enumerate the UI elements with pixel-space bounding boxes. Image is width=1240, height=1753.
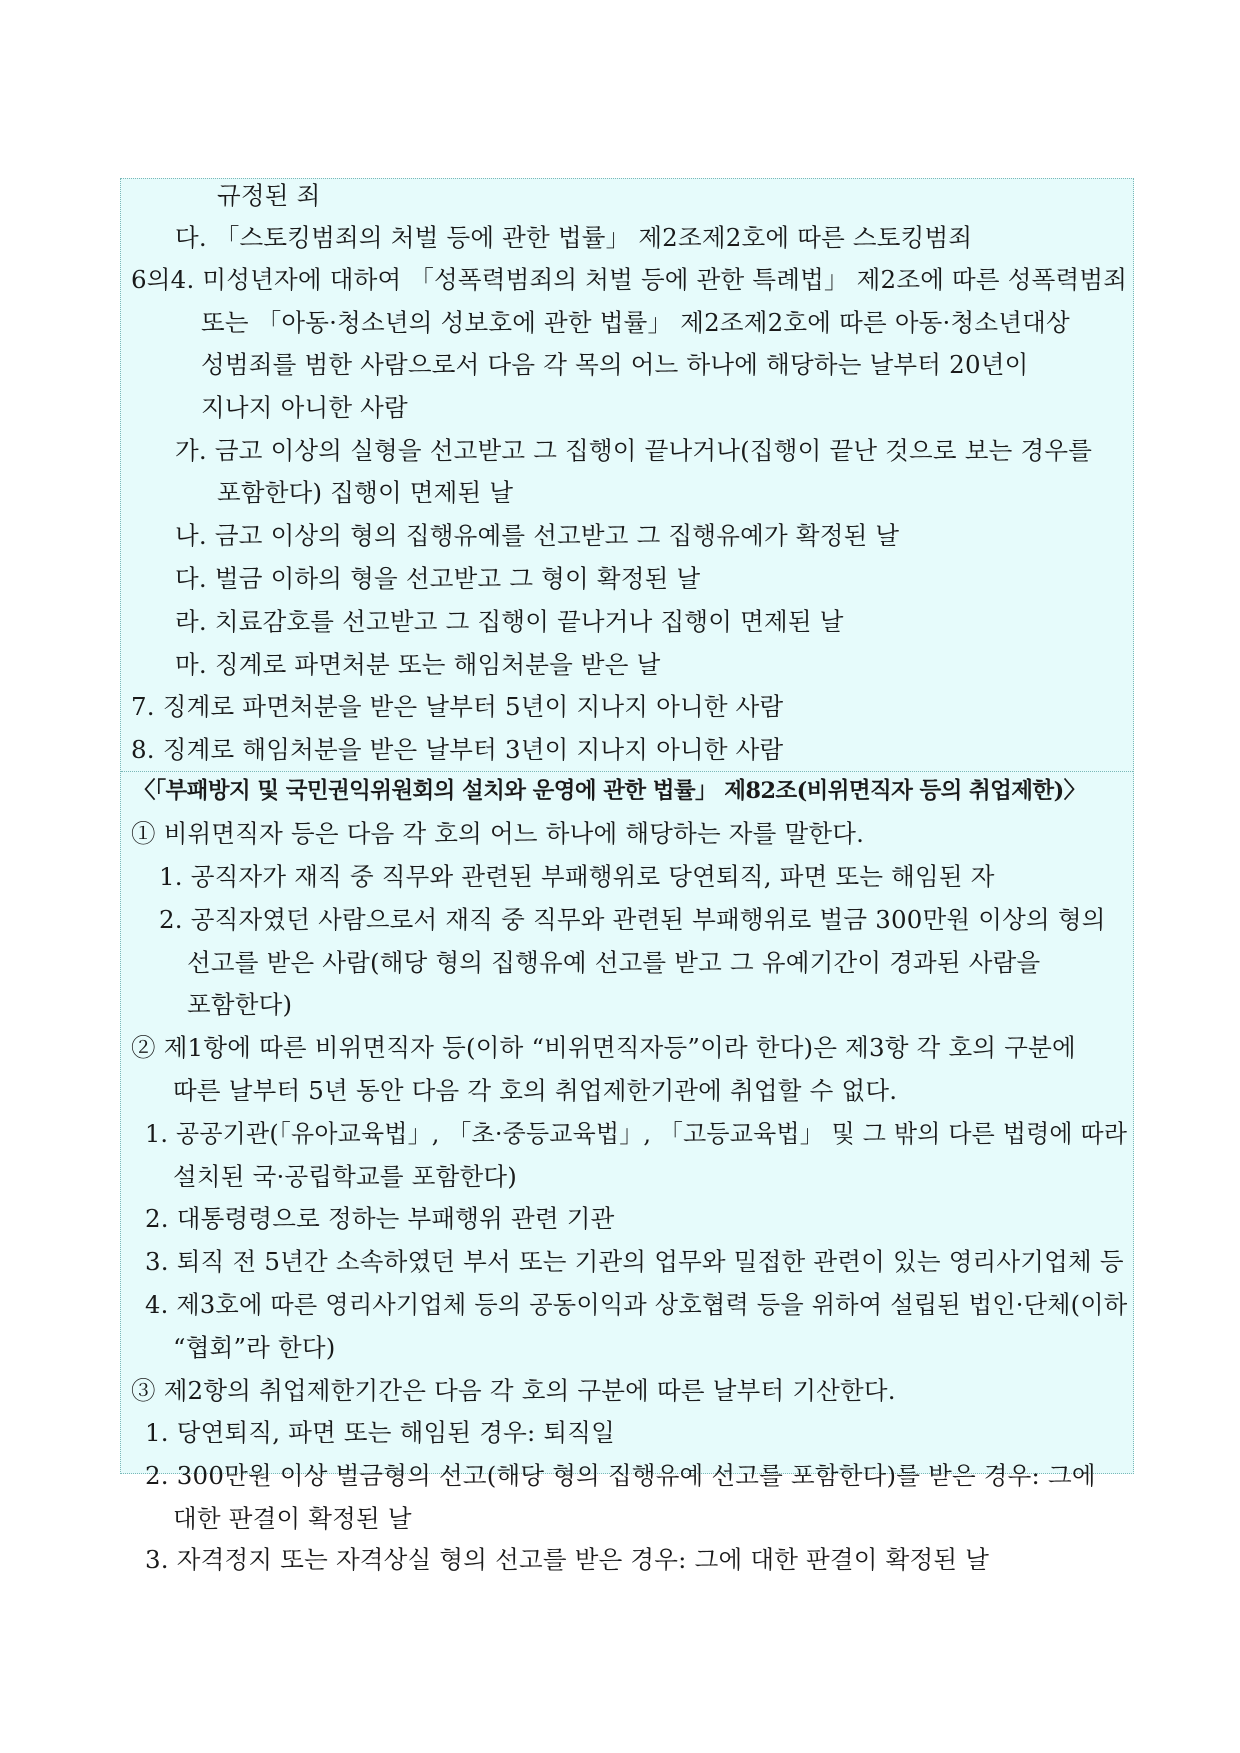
text-line: 나. 금고 이상의 형의 집행유예를 선고받고 그 집행유예가 확정된 날: [175, 521, 900, 550]
text-line: 2. 300만원 이상 벌금형의 선고(해당 형의 집행유예 선고를 포함한다)를 받은 경우: 그에: [145, 1461, 1096, 1490]
text-line: 3. 퇴직 전 5년간 소속하였던 부서 또는 기관의 업무와 밀접한 관련이 있는 영리사기업체 등: [145, 1247, 1124, 1276]
text-line: 4. 제3호에 따른 영리사기업체 등의 공동이익과 상호협력 등을 위하여 설립된 법인·단체(이하: [145, 1290, 1128, 1319]
text-line: 포함한다) 집행이 면제된 날: [217, 478, 514, 507]
text-line: 또는 「아동·청소년의 성보호에 관한 법률」 제2조제2호에 따른 아동·청소년대상: [201, 308, 1070, 337]
text-line: 따른 날부터 5년 동안 다음 각 호의 취업제한기관에 취업할 수 없다.: [173, 1076, 898, 1105]
section-divider: [121, 771, 1133, 772]
text-line: 포함한다): [187, 990, 293, 1019]
text-line: 라. 치료감호를 선고받고 그 집행이 끝나거나 집행이 면제된 날: [175, 607, 844, 636]
text-line: 다. 「스토킹범죄의 처벌 등에 관한 법률」 제2조제2호에 따른 스토킹범죄: [175, 223, 973, 252]
text-line: 대한 판결이 확정된 날: [173, 1504, 412, 1533]
text-line: ③ 제2항의 취업제한기간은 다음 각 호의 구분에 따른 날부터 기산한다.: [131, 1376, 896, 1405]
text-line: 6의4. 미성년자에 대하여 「성폭력범죄의 처벌 등에 관한 특례법」 제2조에 따른 성폭력범죄: [131, 265, 1128, 294]
text-line: 선고를 받은 사람(해당 형의 집행유예 선고를 받고 그 유예기간이 경과된 사람을: [187, 948, 1041, 977]
text-line: 7. 징계로 파면처분을 받은 날부터 5년이 지나지 아니한 사람: [131, 692, 784, 721]
text-line: 8. 징계로 해임처분을 받은 날부터 3년이 지나지 아니한 사람: [131, 735, 784, 764]
document-text-box: [120, 178, 1134, 1574]
text-line: “협회”라 한다): [173, 1333, 336, 1362]
text-line: ① 비위면직자 등은 다음 각 호의 어느 하나에 해당하는 자를 말한다.: [131, 819, 865, 848]
text-line: 1. 공공기관(「유아교육법」, 「초·중등교육법」, 「고등교육법」 및 그 밖의 다른 법령에 따라: [145, 1119, 1128, 1148]
text-line: 규정된 죄: [217, 181, 321, 210]
text-line: ② 제1항에 따른 비위면직자 등(이하 “비위면직자등”이라 한다)은 제3항 각 호의 구분에: [131, 1033, 1076, 1062]
text-line: 성범죄를 범한 사람으로서 다음 각 목의 어느 하나에 해당하는 날부터 20년이: [201, 350, 1029, 379]
text-line: 가. 금고 이상의 실형을 선고받고 그 집행이 끝나거나(집행이 끝난 것으로 보는 경우를: [175, 436, 1093, 465]
text-line: 1. 공직자가 재직 중 직무와 관련된 부패행위로 당연퇴직, 파면 또는 해임된 자: [159, 862, 995, 891]
text-line: 3. 자격정지 또는 자격상실 형의 선고를 받은 경우: 그에 대한 판결이 확정된 날: [145, 1545, 990, 1574]
section-heading: 〈「부패방지 및 국민권익위원회의 설치와 운영에 관한 법률」 제82조(비위면직자 등의 취업제한)〉: [133, 778, 1086, 804]
text-line: 마. 징계로 파면처분 또는 해임처분을 받은 날: [175, 650, 661, 679]
text-line: 다. 벌금 이하의 형을 선고받고 그 형이 확정된 날: [175, 564, 701, 593]
text-line: 2. 공직자였던 사람으로서 재직 중 직무와 관련된 부패행위로 벌금 300만원 이상의 형의: [159, 905, 1106, 934]
text-line: 설치된 국·공립학교를 포함한다): [173, 1162, 517, 1191]
text-line: 1. 당연퇴직, 파면 또는 해임된 경우: 퇴직일: [145, 1418, 616, 1447]
text-line: 지나지 아니한 사람: [201, 393, 408, 422]
text-line: 2. 대통령령으로 정하는 부패행위 관련 기관: [145, 1204, 615, 1233]
